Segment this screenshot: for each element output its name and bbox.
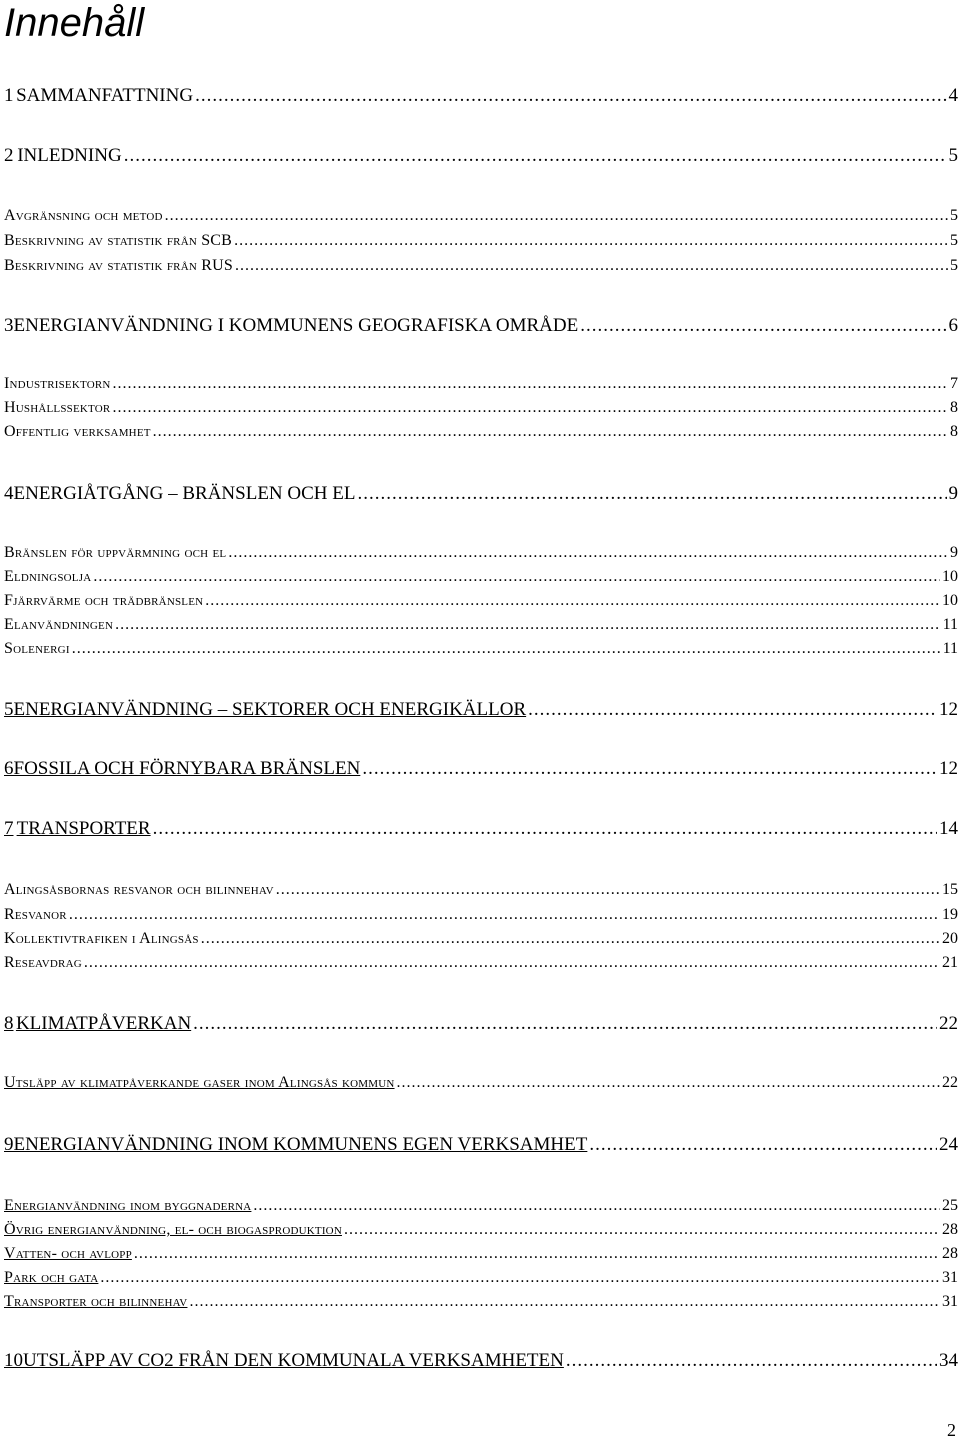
toc-leader — [134, 1244, 940, 1264]
toc-label: Offentlig verksamhet — [4, 423, 151, 440]
toc-number: 7 — [4, 818, 14, 839]
toc-leader — [115, 615, 940, 635]
toc-leader — [357, 483, 946, 505]
toc-label: Reseavdrag — [4, 954, 82, 971]
toc-page: 24 — [939, 1134, 958, 1155]
toc-leader — [153, 422, 948, 442]
toc-label: ENERGIANVÄNDNING INOM KOMMUNENS EGEN VERKSAMHET — [13, 1134, 588, 1155]
toc-subentry[interactable] — [4, 1268, 958, 1288]
toc-leader — [276, 880, 940, 900]
toc-page: 12 — [939, 758, 958, 779]
toc-subentry[interactable] — [4, 880, 958, 900]
toc-label: Beskrivning av statistik från RUS — [4, 257, 233, 274]
toc-label: Resvanor — [4, 906, 67, 923]
toc-leader — [234, 231, 948, 251]
toc-subentry[interactable] — [4, 231, 958, 251]
toc-subentry[interactable] — [4, 1244, 958, 1264]
toc-label: Fjärrvärme och trädbränslen — [4, 592, 204, 609]
toc-leader — [153, 818, 937, 840]
toc-subentry[interactable] — [4, 953, 958, 973]
toc-leader — [362, 758, 937, 780]
toc-subentry[interactable] — [4, 905, 958, 925]
toc-page: 10 — [942, 568, 958, 585]
toc-leader — [69, 905, 940, 925]
toc-page: 11 — [942, 640, 958, 657]
toc-label: ENERGIANVÄNDNING – SEKTORER OCH ENERGIKÄLLOR — [13, 699, 527, 720]
toc-leader — [100, 1268, 940, 1288]
toc-subentry[interactable] — [4, 422, 958, 442]
toc-leader — [344, 1220, 940, 1240]
toc-leader — [193, 1013, 937, 1035]
toc-page: 15 — [942, 881, 958, 898]
toc-subentry[interactable] — [4, 591, 958, 611]
page-number: 2 — [947, 1420, 956, 1440]
toc-entry-fossila[interactable] — [4, 758, 958, 780]
toc-entry-inledning[interactable] — [4, 145, 958, 167]
toc-page: 10 — [942, 592, 958, 609]
toc-label: KLIMATPÅVERKAN — [15, 1013, 192, 1034]
toc-leader — [235, 256, 948, 276]
toc-page: 11 — [942, 616, 958, 633]
toc-label: ENERGIÅTGÅNG – BRÄNSLEN OCH EL — [13, 483, 356, 504]
toc-page: 8 — [950, 399, 958, 416]
toc-label: Övrig energianvändning, el- och biogasproduktion — [4, 1221, 342, 1238]
toc-label: Park och gata — [4, 1269, 99, 1286]
toc-page: 5 — [950, 207, 958, 224]
toc-leader — [397, 1073, 940, 1093]
toc-leader — [84, 953, 940, 973]
toc-subentry[interactable] — [4, 256, 958, 276]
toc-page: 8 — [950, 423, 958, 440]
toc-page: 28 — [942, 1221, 958, 1238]
toc-leader — [124, 145, 947, 167]
toc-page: 9 — [948, 483, 958, 504]
toc-page: 31 — [942, 1269, 958, 1286]
toc-leader — [112, 398, 948, 418]
toc-page: 7 — [950, 375, 958, 392]
toc-subentry[interactable] — [4, 1220, 958, 1240]
toc-page: 19 — [942, 906, 958, 923]
toc-page: 21 — [942, 954, 958, 971]
toc-label: TRANSPORTER — [16, 818, 151, 839]
toc-page: 14 — [939, 818, 958, 839]
toc-page: 4 — [948, 85, 958, 106]
toc-number: 4 — [4, 483, 14, 504]
toc-leader — [93, 567, 940, 587]
toc-page: 9 — [950, 544, 958, 561]
toc-label: INLEDNING — [17, 145, 122, 166]
toc-page: 5 — [950, 232, 958, 249]
toc-number: 1 — [4, 85, 14, 106]
toc-leader — [228, 543, 948, 563]
toc-page: 25 — [942, 1197, 958, 1214]
toc-leader — [165, 206, 948, 226]
toc-leader — [589, 1134, 937, 1156]
toc-leader — [580, 315, 946, 337]
toc-number: 9 — [4, 1134, 14, 1155]
toc-number: 2 — [4, 145, 14, 166]
toc-subentry[interactable] — [4, 639, 958, 659]
toc-entry-energiatgang[interactable] — [4, 483, 958, 505]
toc-entry-sammanfattning[interactable] — [4, 85, 958, 107]
toc-page: 22 — [939, 1013, 958, 1034]
toc-number: 5 — [4, 699, 14, 720]
toc-number: 6 — [4, 758, 14, 779]
toc-label: Kollektivtrafiken i Alingsås — [4, 930, 199, 947]
toc-label: Solenergi — [4, 640, 70, 657]
toc-subentry[interactable] — [4, 1292, 958, 1312]
toc-label: Eldningsolja — [4, 568, 92, 585]
toc-label: Elanvändningen — [4, 616, 114, 633]
toc-leader — [566, 1350, 937, 1372]
toc-entry-sektorer[interactable] — [4, 699, 958, 721]
toc-page: 5 — [948, 145, 958, 166]
toc-page: 34 — [939, 1350, 958, 1371]
toc-label: ENERGIANVÄNDNING I KOMMUNENS GEOGRAFISKA OMRÅDE — [13, 315, 579, 336]
toc-label: Transporter och bilinnehav — [4, 1293, 188, 1310]
toc-label: Utsläpp av klimatpåverkande gaser inom Alingsås kommun — [4, 1074, 395, 1091]
toc-page: 20 — [942, 930, 958, 947]
toc-subentry[interactable] — [4, 1073, 958, 1093]
toc-leader — [189, 1292, 940, 1312]
toc-label: Bränslen för uppvärmning och el — [4, 544, 227, 561]
toc-label: Vatten- och avlopp — [4, 1245, 132, 1262]
toc-leader — [253, 1196, 940, 1216]
toc-page: 5 — [950, 257, 958, 274]
toc-subentry[interactable] — [4, 206, 958, 226]
toc-subentry[interactable] — [4, 543, 958, 563]
toc-label: UTSLÄPP AV CO2 FRÅN DEN KOMMUNALA VERKSAMHETEN — [23, 1350, 564, 1371]
toc-page: 6 — [948, 315, 958, 336]
toc-leader — [195, 85, 946, 107]
toc-label: SAMMANFATTNING — [16, 85, 194, 106]
toc-page: 22 — [942, 1074, 958, 1091]
toc-leader — [205, 591, 940, 611]
toc-label: Hushållssektor — [4, 399, 111, 416]
toc-label: Avgränsning och metod — [4, 207, 163, 224]
toc-number: 8 — [4, 1013, 14, 1034]
page-title: Innehåll — [4, 1, 145, 45]
toc-leader — [528, 699, 937, 721]
toc-label: Industrisektorn — [4, 375, 111, 392]
toc-label: Beskrivning av statistik från SCB — [4, 232, 233, 249]
toc-subentry[interactable] — [4, 567, 958, 587]
toc-page: 31 — [942, 1293, 958, 1310]
toc-label: FOSSILA OCH FÖRNYBARA BRÄNSLEN — [13, 758, 361, 779]
toc-entry-utslapp-co2[interactable] — [4, 1350, 958, 1372]
toc-entry-energianvandning-geografiska[interactable] — [4, 315, 958, 337]
toc-leader — [72, 639, 941, 659]
toc-label: Energianvändning inom byggnaderna — [4, 1197, 252, 1214]
toc-page: 12 — [939, 699, 958, 720]
toc-entry-transporter[interactable] — [4, 818, 958, 840]
toc-subentry[interactable] — [4, 398, 958, 418]
toc-number: 10 — [4, 1350, 23, 1371]
toc-subentry[interactable] — [4, 615, 958, 635]
toc-subentry[interactable] — [4, 374, 958, 394]
toc-leader — [201, 929, 940, 949]
toc-entry-klimatpaverkan[interactable] — [4, 1013, 958, 1035]
toc-number: 3 — [4, 315, 14, 336]
toc-leader — [113, 374, 948, 394]
toc-label: Alingsåsbornas resvanor och bilinnehav — [4, 881, 274, 898]
toc-page: 28 — [942, 1245, 958, 1262]
toc-entry-egen-verksamhet[interactable] — [4, 1134, 958, 1156]
toc-subentry[interactable] — [4, 1196, 958, 1216]
toc-subentry[interactable] — [4, 929, 958, 949]
